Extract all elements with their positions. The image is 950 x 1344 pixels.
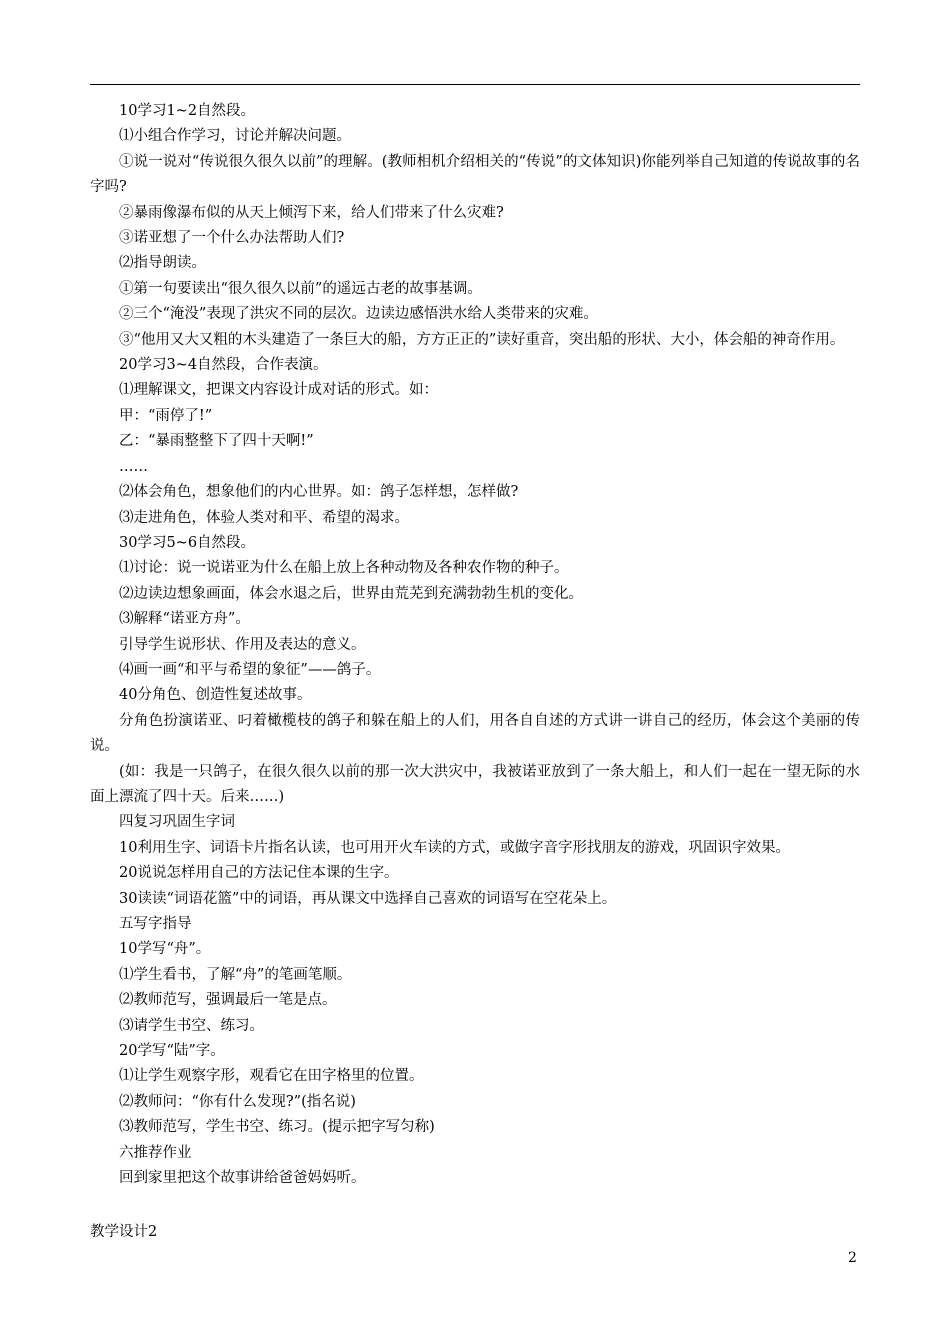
paragraph: 30读读“词语花篮”中的词语，再从课文中选择自己喜欢的词语写在空花朵上。 <box>119 890 617 907</box>
paragraph: ⑵教师问：“你有什么发现?”(指名说) <box>119 1093 356 1110</box>
paragraph: ①说一说对“传说很久很久以前”的理解。(教师相机介绍相关的“传说”的文体知识)你能列举自己知道的传说故事的名字吗? <box>90 153 860 196</box>
paragraph: 乙：“暴雨整整下了四十天啊!” <box>119 433 314 450</box>
paragraph: 回到家里把这个故事讲给爸爸妈妈听。 <box>119 1170 366 1187</box>
paragraph: 五写字指导 <box>119 916 192 932</box>
paragraph: ②三个“淹没”表现了洪灾不同的层次。边读边感悟洪水给人类带来的灾难。 <box>119 306 598 323</box>
paragraph: ⑵指导朗读。 <box>119 255 206 272</box>
paragraph: ⑴学生看书，了解“舟”的笔画笔顺。 <box>119 966 352 983</box>
paragraph: ②暴雨像瀑布似的从天上倾泻下来，给人们带来了什么灾难? <box>119 204 504 221</box>
section-title: 教学设计2 <box>90 1224 158 1240</box>
paragraph: ⑶请学生书空、练习。 <box>119 1017 264 1034</box>
paragraph: ⑴讨论：说一说诺亚为什么在船上放上各种动物及各种农作物的种子。 <box>119 560 569 577</box>
paragraph: 四复习巩固生字词 <box>119 814 235 831</box>
paragraph: ⑵体会角色，想象他们的内心世界。如：鸽子怎样想，怎样做? <box>119 484 519 501</box>
paragraph: 20学习3~4自然段，合作表演。 <box>119 357 328 374</box>
paragraph: 10学习1~2自然段。 <box>119 103 256 119</box>
paragraph: ⑵边读边想象画面，体会水退之后，世界由荒芜到充满勃勃生机的变化。 <box>119 585 583 602</box>
paragraph: ⑴理解课文，把课文内容设计成对话的形式。如： <box>119 382 438 399</box>
paragraph: ⑶解释“诺亚方舟”。 <box>119 611 250 628</box>
paragraph: ⑴让学生观察字形，观看它在田字格里的位置。 <box>119 1068 424 1085</box>
paragraph: 引导学生说形状、作用及表达的意义。 <box>119 636 366 653</box>
paragraph: (如：我是一只鸽子，在很久很久以前的那一次大洪灾中，我被诺亚放到了一条大船上，和人们一起在一望无际的水面上漂流了四十天。后来……) <box>90 763 860 805</box>
paragraph: 10利用生字、词语卡片指名认读，也可用开火车读的方式，或做字音字形找朋友的游戏，巩固识字效果。 <box>119 839 790 856</box>
paragraph: 20说说怎样用自己的方法记住本课的生字。 <box>119 865 399 882</box>
page-number: 2 <box>848 1250 857 1266</box>
paragraph: 30学习5~6自然段。 <box>119 534 256 551</box>
paragraph: ⑷画一画“和平与希望的象征”——鸽子。 <box>119 661 381 678</box>
paragraph: ③“他用又大又粗的木头建造了一条巨大的船，方方正正的”读好重音，突出船的形状、大小，体会船的神奇作用。 <box>119 331 845 348</box>
paragraph: 分角色扮演诺亚、叼着橄榄枝的鸽子和躲在船上的人们，用各自自述的方式讲一讲自己的经历，体会这个美丽的传说。 <box>90 712 860 755</box>
paragraph: ⑵教师范写，强调最后一笔是点。 <box>119 992 337 1009</box>
paragraph: 10学写“舟”。 <box>119 941 211 958</box>
paragraph: ⑴小组合作学习，讨论并解决问题。 <box>119 128 351 145</box>
paragraph: ⑶教师范写，学生书空、练习。(提示把字写匀称) <box>119 1119 435 1136</box>
paragraph: ⑶走进角色，体验人类对和平、希望的渴求。 <box>119 509 409 526</box>
paragraph: 六推荐作业 <box>119 1144 192 1161</box>
document-body <box>90 99 860 1191</box>
paragraph: 40分角色、创造性复述故事。 <box>119 687 312 704</box>
paragraph: …… <box>119 458 148 475</box>
header-rule <box>90 84 860 85</box>
paragraph: ③诺亚想了一个什么办法帮助人们? <box>119 230 345 247</box>
paragraph: 20学写“陆”字。 <box>119 1043 225 1060</box>
paragraph: 甲：“雨停了!” <box>119 407 213 424</box>
paragraph: ①第一句要读出“很久很久以前”的遥远古老的故事基调。 <box>119 280 482 297</box>
